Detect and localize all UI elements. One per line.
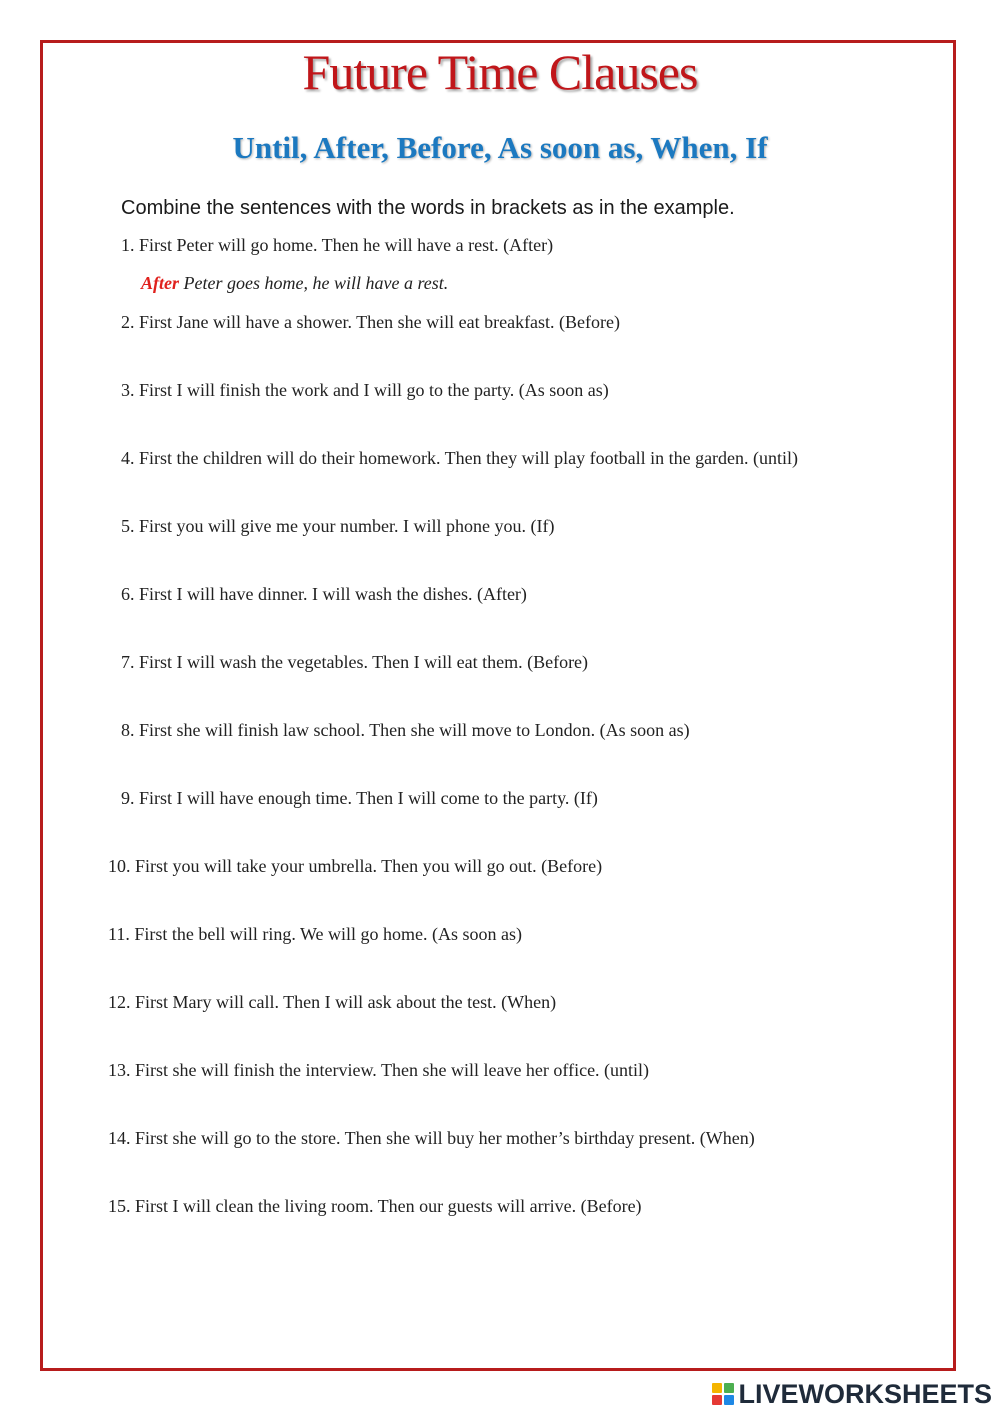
example-rest: Peter goes home, he will have a rest.: [179, 273, 449, 293]
exercise-item-1: 1. First Peter will go home. Then he will have a rest. (After): [121, 235, 554, 255]
instructions-text: Combine the sentences with the words in brackets as in the example.: [121, 197, 735, 219]
exercise-item-13: 13. First she will finish the interview. Then she will leave her office. (until): [108, 1060, 650, 1080]
exercise-item-2: 2. First Jane will have a shower. Then she will eat breakfast. (Before): [121, 312, 621, 332]
logo-square-2: [724, 1383, 734, 1393]
example-answer: [141, 271, 448, 295]
exercise-item-15: 15. First I will clean the living room. Then our guests will arrive. (Before): [108, 1196, 642, 1216]
exercise-item-7: 7. First I will wash the vegetables. Then I will eat them. (Before): [121, 652, 589, 672]
exercise-item-9: 9. First I will have enough time. Then I will come to the party. (If): [121, 788, 598, 808]
logo-square-4: [724, 1395, 734, 1405]
worksheet-title: Future Time Clauses: [302, 44, 698, 100]
exercise-item-8: 8. First she will finish law school. Then she will move to London. (As soon as): [121, 720, 690, 740]
exercise-item-4: 4. First the children will do their homework. Then they will play football in the garden. (until): [121, 448, 799, 468]
exercise-item-6: 6. First I will have dinner. I will wash the dishes. (After): [121, 584, 527, 604]
logo-text: LIVEWORKSHEETS: [738, 1379, 992, 1409]
exercise-item-3: 3. First I will finish the work and I will go to the party. (As soon as): [121, 380, 609, 400]
example-keyword: After: [141, 273, 179, 293]
logo-square-1: [712, 1383, 722, 1393]
exercise-item-10: 10. First you will take your umbrella. Then you will go out. (Before): [108, 856, 603, 876]
logo-square-3: [712, 1395, 722, 1405]
exercise-item-14: 14. First she will go to the store. Then she will buy her mother’s birthday present. (When): [108, 1128, 755, 1148]
exercise-item-12: 12. First Mary will call. Then I will ask about the test. (When): [108, 992, 557, 1012]
exercise-item-5: 5. First you will give me your number. I will phone you. (If): [121, 516, 555, 536]
logo-grid-icon: [712, 1383, 734, 1405]
worksheet-subtitle: Until, After, Before, As soon as, When, If: [232, 130, 768, 165]
liveworksheets-logo[interactable]: [712, 1378, 992, 1410]
exercise-item-11: 11. First the bell will ring. We will go home. (As soon as): [108, 924, 523, 944]
